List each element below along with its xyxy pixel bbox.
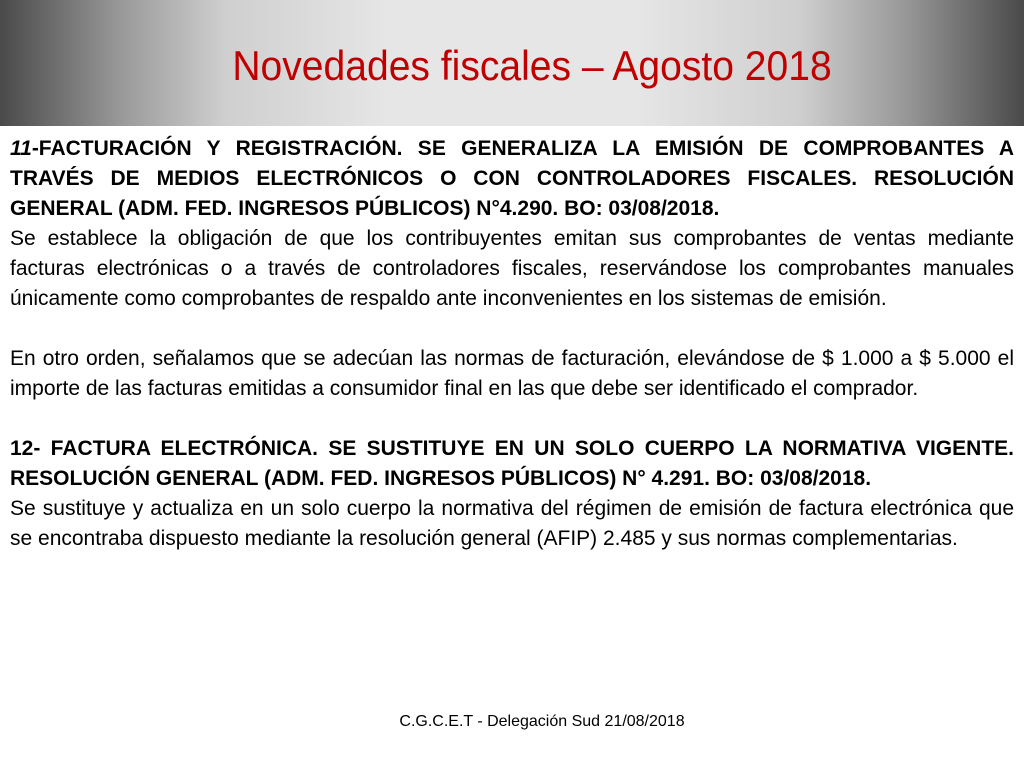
slide-footer: C.G.C.E.T - Delegación Sud 21/08/2018 — [399, 713, 685, 730]
item-12-paragraph-1: Se sustituye y actualiza en un solo cuerpo la normativa del régimen de emisión de factura electrónica que se encontraba dispuesto mediante la resolución general (AFIP) 2.485 y sus normas complementarias. — [10, 497, 1014, 550]
item-11-paragraph-1: Se establece la obligación de que los contribuyentes emitan sus comprobantes de ventas mediante facturas electrónicas o a través de controladores fiscales, reservándose los comprobantes manuales únicamente como comprobantes de respaldo ante inconvenientes en los sistemas de emisión. — [10, 227, 1014, 310]
slide-title: Novedades fiscales – Agosto 2018 — [232, 42, 832, 89]
item-11-heading-text: -FACTURACIÓN Y REGISTRACIÓN. SE GENERALIZA LA EMISIÓN DE COMPROBANTES A TRAVÉS DE MEDIOS ELECTRÓNICOS O CON CONTROLADORES FISCALES. RESOLUCIÓN GENERAL (ADM. FED. INGRESOS PÚBLICOS) N°4.290. BO: 03/08/2018. — [10, 137, 1014, 220]
item-12-heading: 12- FACTURA ELECTRÓNICA. SE SUSTITUYE EN UN SOLO CUERPO LA NORMATIVA VIGENTE. RESOLUCIÓN GENERAL (ADM. FED. INGRESOS PÚBLICOS) N° 4.291. BO: 03/08/2018. — [10, 437, 1014, 490]
spacer — [10, 314, 1014, 344]
item-11-heading — [10, 134, 1014, 224]
slide-header — [0, 0, 1024, 126]
slide-body — [10, 134, 1014, 554]
item-11-paragraph-2: En otro orden, señalamos que se adecúan las normas de facturación, elevándose de $ 1.000 a $ 5.000 el importe de las facturas emitidas a consumidor final en las que debe ser identificado el comprador. — [10, 347, 1014, 400]
item-11-number: 11 — [10, 137, 32, 160]
spacer — [10, 404, 1014, 434]
